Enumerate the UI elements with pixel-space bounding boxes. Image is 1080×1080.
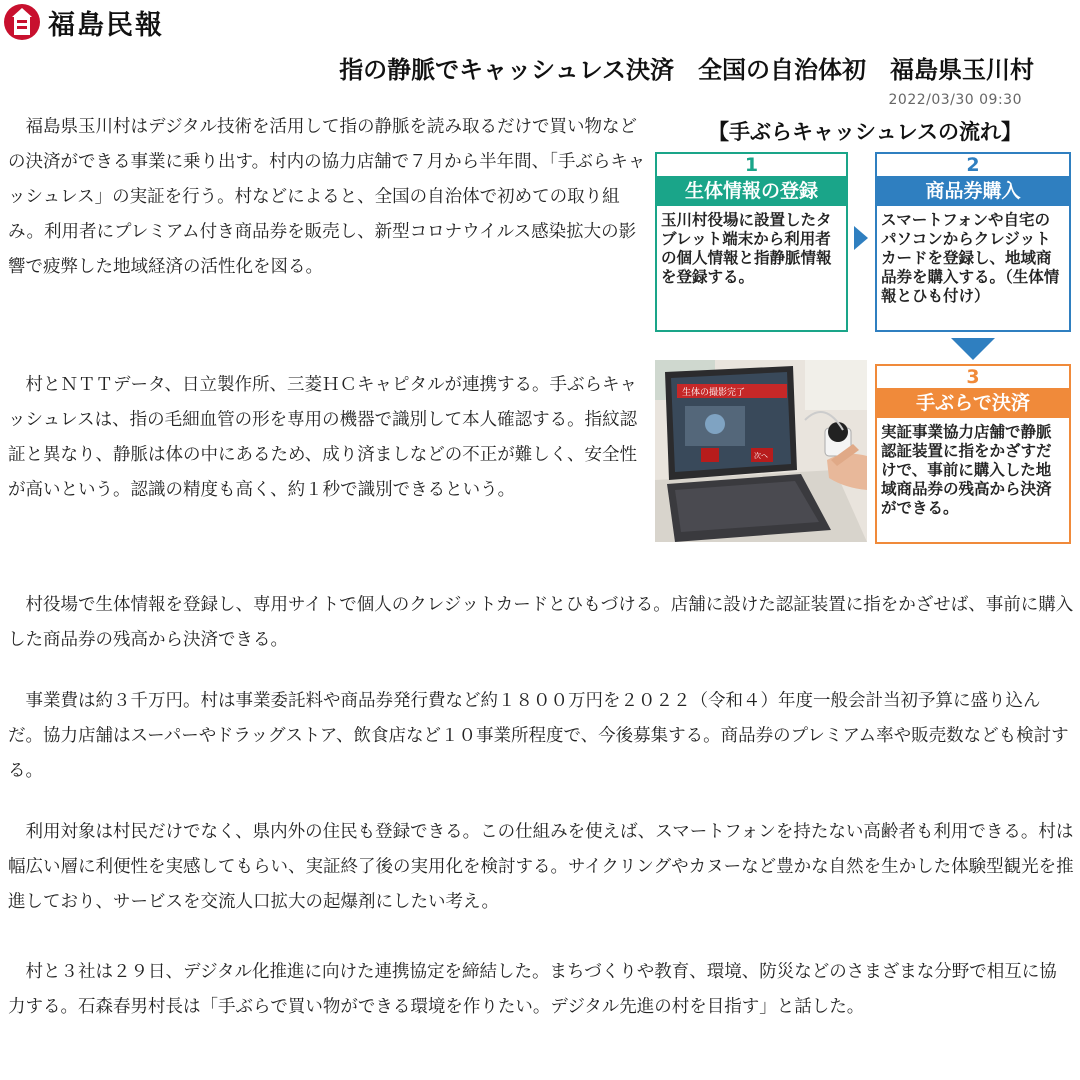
newspaper-logo-icon xyxy=(4,4,40,40)
paragraph-text: 事業費は約３千万円。村は事業委託料や商品券発行費など約１８００万円を２０２２（令和４）年度一般会計当初予算に盛り込んだ。協力店舗はスーパーやドラッグストア、飲食店など１０事業所程度で、今後募集する。商品券のプレミアム率や販売数なども検討する。 xyxy=(8,691,1069,781)
article-paragraph-3 xyxy=(8,588,1074,658)
flow-step-2 xyxy=(875,152,1071,332)
step-heading: 生体情報の登録 xyxy=(657,176,846,206)
article-paragraph-2 xyxy=(8,368,650,508)
step-text: 玉川村役場に設置したタブレット端末から利用者の個人情報と指静脈情報を登録する。 xyxy=(661,211,832,286)
step-number: 2 xyxy=(966,154,980,176)
article-dateline: 2022/03/30 09:30 xyxy=(888,92,1022,108)
step-text: スマートフォンや自宅のパソコンからクレジットカードを登録し、地域商品券を購入する。（生体情報とひも付け） xyxy=(881,211,1060,305)
paragraph-text: 村役場で生体情報を登録し、専用サイトで個人のクレジットカードとひもづける。店舗に設けた認証装置に指をかざせば、事前に購入した商品券の残高から決済できる。 xyxy=(8,595,1074,650)
tablet-photo xyxy=(655,360,867,542)
masthead xyxy=(4,4,164,40)
screen-next-button: 次へ xyxy=(754,452,768,460)
step-text: 実証事業協力店舗で静脈認証装置に指をかざすだけで、事前に購入した地域商品券の残高から決済ができる。 xyxy=(881,423,1052,517)
paragraph-text: 村とＮＴＴデータ、日立製作所、三菱ＨＣキャピタルが連携する。手ぶらキャッシュレスは、指の毛細血管の形を専用の機器で識別して本人確認する。指紋認証と異なり、静脈は体の中にあるため、成り済ましなどの不正が難しく、安全性が高いという。認識の精度も高く、約１秒で識別できるという。 xyxy=(8,375,638,500)
paragraph-text: 利用対象は村民だけでなく、県内外の住民も登録できる。この仕組みを使えば、スマートフォンを持たない高齢者も利用できる。村は幅広い層に利便性を実感してもらい、実証終了後の実用化を検討する。サイクリングやカヌーなど豊かな自然を生かした体験型観光を推進しており、サービスを交流人口拡大の起爆剤にしたい考え。 xyxy=(8,822,1074,912)
flow-step-1 xyxy=(655,152,848,332)
step-number: 3 xyxy=(966,366,980,388)
article-paragraph-6 xyxy=(8,955,1074,1025)
step-heading: 商品券購入 xyxy=(877,176,1069,206)
flow-step-3 xyxy=(875,364,1071,544)
arrow-right-icon xyxy=(854,226,868,250)
step-heading: 手ぶらで決済 xyxy=(877,388,1069,418)
seal-icon xyxy=(10,7,34,37)
step-number: 1 xyxy=(744,154,759,176)
article-paragraph-4 xyxy=(8,684,1074,789)
paragraph-text: 福島県玉川村はデジタル技術を活用して指の静脈を読み取るだけで買い物などの決済ができる事業に乗り出す。村内の協力店舗で７月から半年間、「手ぶらキャッシュレス」の実証を行う。村などによると、全国の自治体で初めての取り組み。利用者にプレミアム付き商品券を販売し、新型コロナウイルス感染拡大の影響で疲弊した地域経済の活性化を図る。 xyxy=(8,117,646,277)
figure-title: 【手ぶらキャッシュレスの流れ】 xyxy=(708,120,1022,144)
article-paragraph-5 xyxy=(8,815,1074,920)
article-headline: 指の静脈でキャッシュレス決済 全国の自治体初 福島県玉川村 xyxy=(339,56,1034,84)
cashless-flow-figure xyxy=(655,116,1075,544)
paragraph-text: 村と３社は２９日、デジタル化推進に向けた連携協定を締結した。まちづくりや教育、環境、防災などのさまざまな分野で相互に協力する。石森春男村長は「手ぶらで買い物ができる環境を作りたい。デジタル先進の村を目指す」と話した。 xyxy=(8,962,1057,1017)
newspaper-brand[interactable]: 福島民報 xyxy=(48,9,164,41)
arrow-down-icon xyxy=(951,338,995,360)
screen-title: 生体の撮影完了 xyxy=(682,388,746,398)
article-paragraph-1 xyxy=(8,110,650,285)
